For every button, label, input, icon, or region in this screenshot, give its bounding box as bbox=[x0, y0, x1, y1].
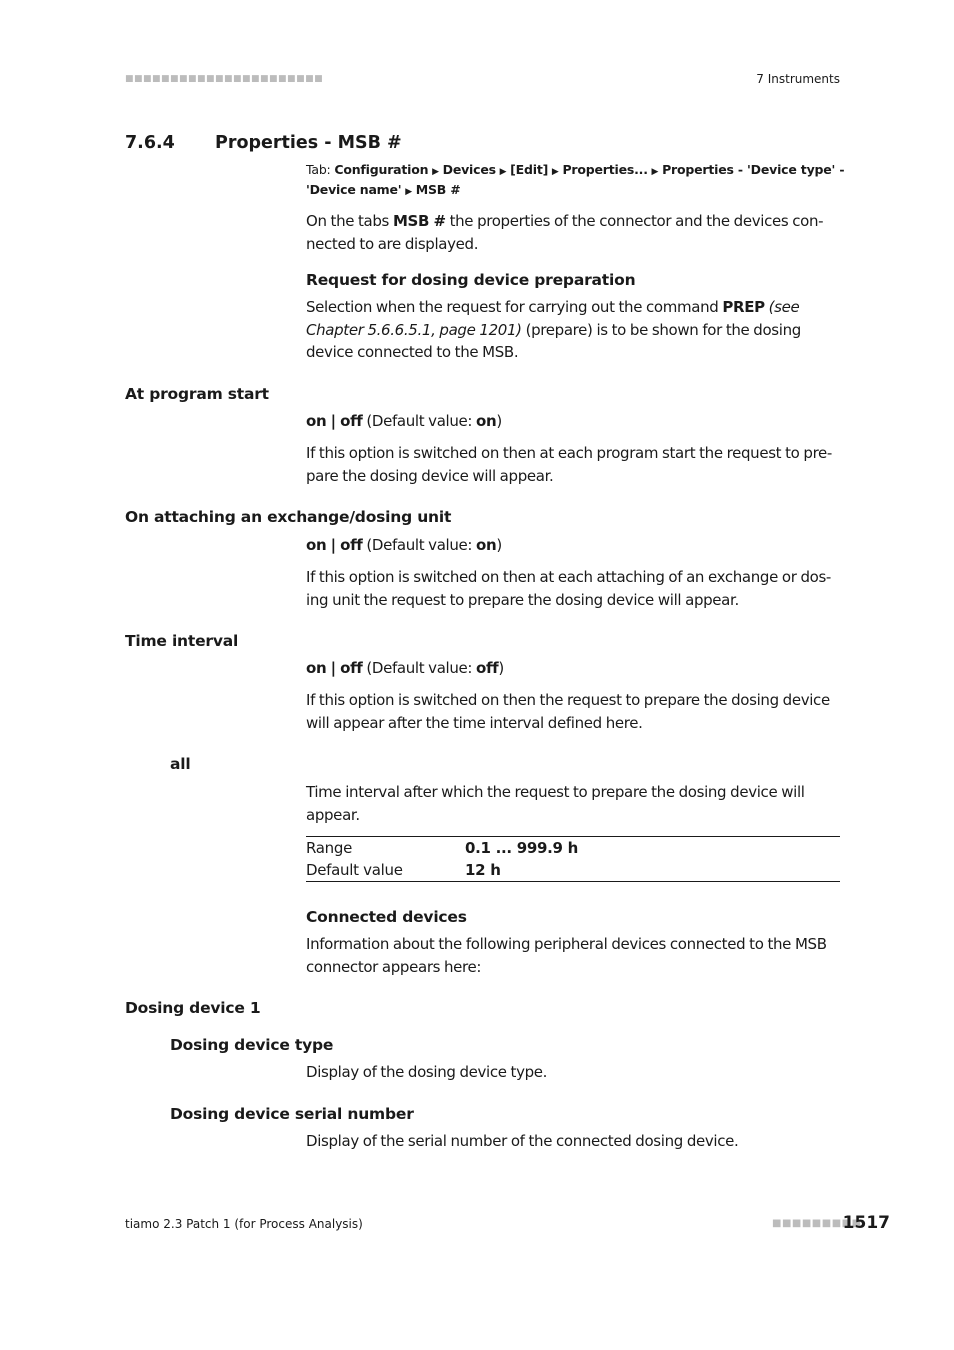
parameter-label-time-interval: Time interval bbox=[125, 632, 239, 650]
request-heading: Request for dosing device preparation bbox=[306, 271, 636, 289]
arrow-right-icon: ▶ bbox=[651, 167, 659, 177]
dosing-device-type-label: Dosing device type bbox=[170, 1036, 334, 1054]
connected-devices-description: Information about the following peripheral devices connected to the MSB connector appears here: bbox=[306, 935, 827, 976]
value-table bbox=[306, 836, 840, 882]
table-row bbox=[306, 837, 840, 859]
tab-path-item: Devices bbox=[442, 162, 496, 177]
tab-path-item: Configuration bbox=[334, 162, 429, 177]
parameter-label-attaching: On attaching an exchange/dosing unit bbox=[125, 508, 452, 526]
dosing-device-label: Dosing device 1 bbox=[125, 999, 261, 1017]
table-value: 12 h bbox=[465, 861, 501, 879]
program-start-description: If this option is switched on then at each program start the request to pre- pare the dosing device will appear. bbox=[306, 444, 832, 485]
arrow-right-icon: ▶ bbox=[499, 167, 507, 177]
tab-path-item: [Edit] bbox=[510, 162, 549, 177]
time-interval-options: on | off (Default value: off) bbox=[306, 659, 504, 677]
arrow-right-icon: ▶ bbox=[432, 167, 439, 177]
page-number: 1517 bbox=[842, 1213, 890, 1233]
table-value: 0.1 ... 999.9 h bbox=[465, 839, 578, 857]
arrow-right-icon: ▶ bbox=[551, 167, 559, 177]
parameter-label-program-start: At program start bbox=[125, 385, 269, 403]
dosing-device-serial-label: Dosing device serial number bbox=[170, 1105, 414, 1123]
tab-path-item: Properties... bbox=[562, 162, 648, 177]
table-row bbox=[306, 859, 840, 881]
intro-paragraph: On the tabs MSB # the properties of the connector and the devices con- nected to are displayed. bbox=[306, 212, 824, 253]
time-interval-description: If this option is switched on then the request to prepare the dosing device will appear after the time interval defined here. bbox=[306, 691, 830, 732]
footer-product: tiamo 2.3 Patch 1 (for Process Analysis) bbox=[125, 1217, 363, 1231]
attaching-options: on | off (Default value: on) bbox=[306, 536, 502, 554]
section-number: 7.6.4 bbox=[125, 133, 175, 153]
tab-path-item: 'Device name' bbox=[306, 182, 402, 197]
chapter-title: 7 Instruments bbox=[756, 72, 840, 86]
all-description: Time interval after which the request to prepare the dosing device will appear. bbox=[306, 783, 805, 824]
table-key: Range bbox=[306, 839, 353, 857]
header-decoration: ■■■■■■■■■■■■■■■■■■■■■■ bbox=[125, 74, 324, 84]
section-title: Properties - MSB # bbox=[215, 133, 402, 153]
connected-devices-heading: Connected devices bbox=[306, 908, 467, 926]
tab-path-line-1 bbox=[306, 160, 846, 182]
dosing-device-type-description: Display of the dosing device type. bbox=[306, 1063, 548, 1081]
tab-path-item: MSB # bbox=[415, 182, 461, 197]
table-key: Default value bbox=[306, 861, 403, 879]
attaching-description: If this option is switched on then at each attaching of an exchange or dos- ing unit the request to prepare the dosing device will appear. bbox=[306, 568, 831, 609]
request-paragraph: Selection when the request for carrying out the command PREP (see Chapter 5.6.6.5.1, page 1201) (prepare) is to be shown for the dosing device connected to the MSB. bbox=[306, 298, 801, 361]
footer-decoration: ■■■■■■■■■ bbox=[772, 1218, 862, 1229]
parameter-label-all: all bbox=[170, 755, 191, 773]
tab-path-item: Properties - 'Device type' - bbox=[662, 162, 845, 177]
tab-prefix: Tab: bbox=[306, 162, 331, 177]
arrow-right-icon: ▶ bbox=[405, 187, 412, 197]
program-start-options: on | off (Default value: on) bbox=[306, 412, 502, 430]
dosing-device-serial-description: Display of the serial number of the connected dosing device. bbox=[306, 1132, 739, 1150]
tab-path-line-2 bbox=[306, 180, 461, 202]
